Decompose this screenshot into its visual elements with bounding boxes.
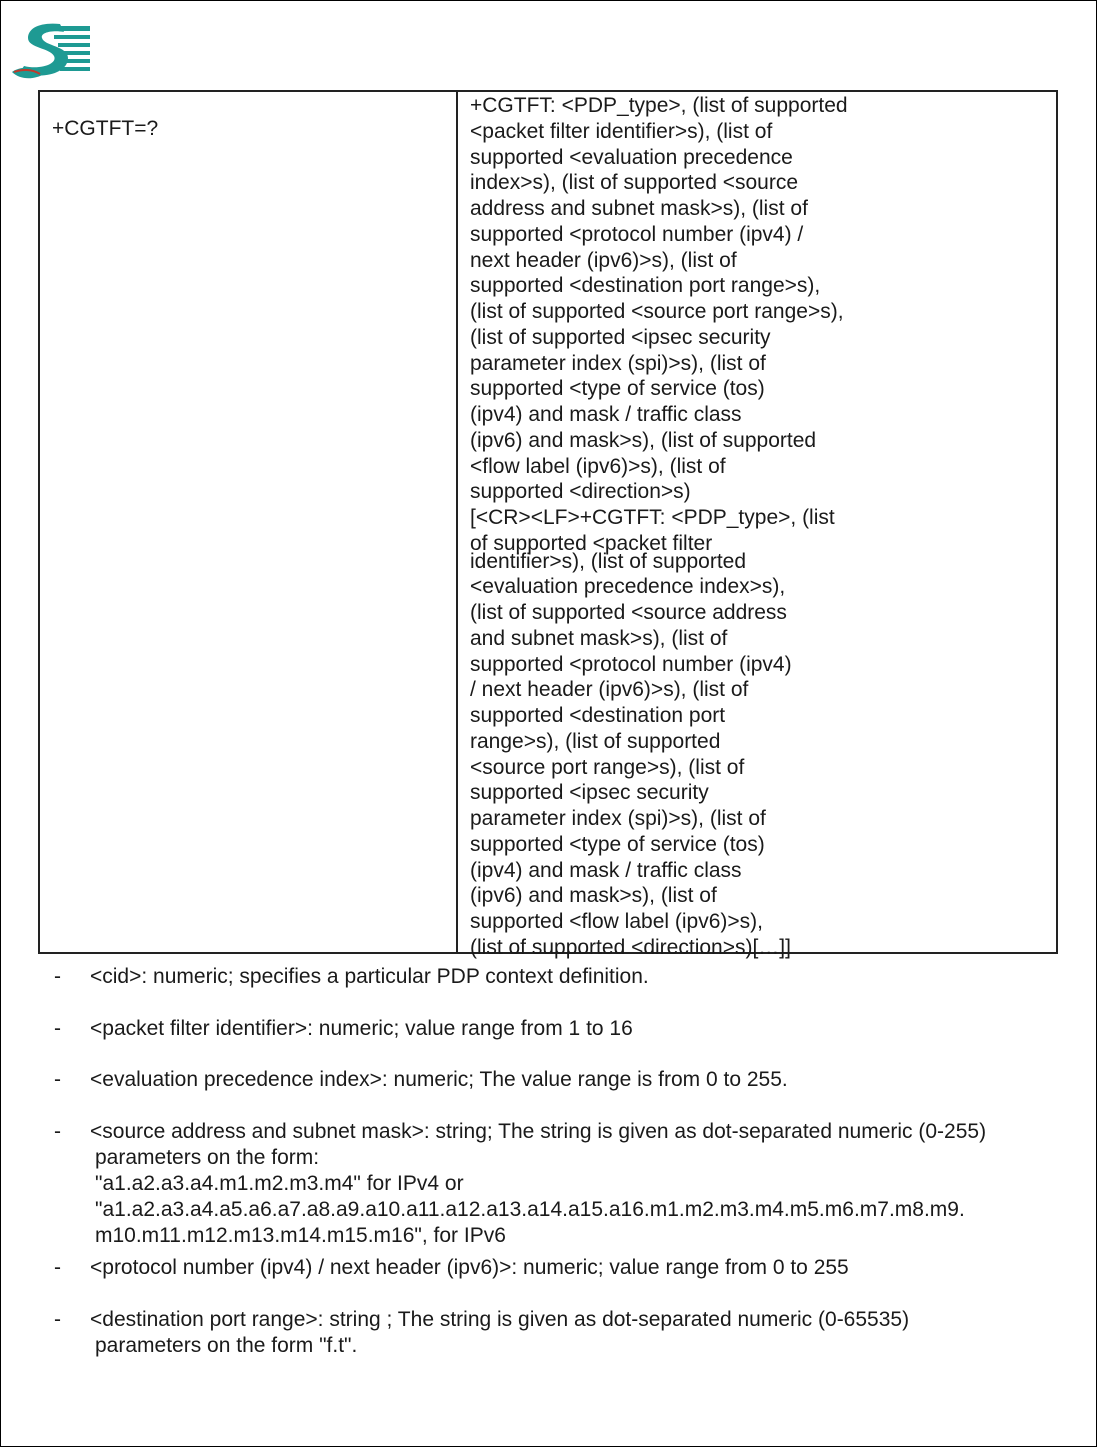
response-line: supported <destination port range>s), [470, 274, 821, 298]
parameter-description: <destination port range>: string ; The string is given as dot-separated numeric (0-65535) [90, 1308, 910, 1331]
bullet-dash: - [54, 1308, 61, 1331]
response-line: parameter index (spi)>s), (list of [470, 807, 766, 830]
parameter-detail-line: "a1.a2.a3.a4.m1.m2.m3.m4" for IPv4 or [95, 1172, 464, 1195]
response-line: <flow label (ipv6)>s), (list of [470, 454, 726, 478]
response-line: <packet filter identifier>s), (list of [470, 119, 773, 143]
parameter-detail [95, 1145, 965, 1249]
response-line: range>s), (list of supported [470, 729, 721, 753]
bullet-dash: - [54, 1256, 61, 1279]
response-line: (list of supported <source port range>s), [470, 300, 844, 323]
response-line: supported <evaluation precedence [470, 145, 793, 169]
parameter-description: <packet filter identifier>: numeric; value range from 1 to 16 [90, 1017, 633, 1040]
response-line: supported <protocol number (ipv4) [470, 652, 792, 676]
bullet-dash: - [54, 1068, 61, 1091]
response-line: identifier>s), (list of supported [470, 549, 747, 573]
response-line: (list of supported <ipsec security [470, 325, 771, 349]
parameter-detail-line: m10.m11.m12.m13.m14.m15.m16", for IPv6 [95, 1224, 506, 1247]
command-table [38, 90, 1058, 959]
response-line: supported <protocol number (ipv4) / [470, 222, 804, 246]
parameter-detail [95, 1333, 357, 1359]
response-line: index>s), (list of supported <source [470, 171, 799, 195]
bullet-dash: - [54, 965, 61, 988]
response-line: supported <type of service (tos) [470, 377, 765, 401]
response-line: supported <flow label (ipv6)>s), [470, 910, 763, 933]
response-line: / next header (ipv6)>s), (list of [470, 678, 749, 702]
company-logo [10, 20, 94, 82]
response-line: (list of supported <direction>s)[…]] [470, 935, 791, 959]
response-line: supported <destination port [470, 704, 726, 727]
response-line: supported <direction>s) [470, 480, 691, 504]
response-line: (ipv4) and mask / traffic class [470, 403, 742, 426]
response-line: parameter index (spi)>s), (list of [470, 351, 766, 375]
response-line: +CGTFT: <PDP_type>, (list of supported [470, 94, 848, 117]
parameter-description: <protocol number (ipv4) / next header (ipv6)>: numeric; value range from 0 to 255 [90, 1256, 849, 1279]
response-line: [<CR><LF>+CGTFT: <PDP_type>, (list [470, 506, 835, 529]
response-line: and subnet mask>s), (list of [470, 626, 728, 650]
bullet-dash: - [54, 1017, 61, 1040]
response-cell [470, 93, 890, 961]
response-line: <evaluation precedence index>s), [470, 575, 786, 599]
response-line: <source port range>s), (list of [470, 755, 745, 779]
response-line: (list of supported <source address [470, 601, 787, 624]
bullet-dash: - [54, 1120, 61, 1143]
parameter-description: <source address and subnet mask>: string; The string is given as dot-separated numeric (0-255) [90, 1120, 987, 1143]
response-line: (ipv6) and mask>s), (list of supported [470, 428, 817, 452]
response-line: (ipv4) and mask / traffic class [470, 858, 742, 882]
parameter-detail-line: parameters on the form: [95, 1146, 320, 1169]
parameter-description: <cid>: numeric; specifies a particular PDP context definition. [90, 965, 649, 988]
command-cell: +CGTFT=? [52, 117, 159, 140]
column-divider [456, 92, 458, 952]
response-line: next header (ipv6)>s), (list of [470, 248, 737, 272]
parameter-detail-line: "a1.a2.a3.a4.a5.a6.a7.a8.a9.a10.a11.a12.a13.a14.a15.a16.m1.m2.m3.m4.m5.m6.m7.m8.m9. [95, 1198, 965, 1221]
response-line: (ipv6) and mask>s), (list of [470, 884, 717, 908]
response-line: supported <type of service (tos) [470, 832, 765, 856]
parameter-description: <evaluation precedence index>: numeric; The value range is from 0 to 255. [90, 1068, 788, 1091]
response-line: of supported <packet filter [470, 531, 713, 555]
parameter-detail-line: parameters on the form "f.t". [95, 1334, 358, 1357]
response-line: address and subnet mask>s), (list of [470, 197, 808, 220]
response-line: supported <ipsec security [470, 781, 709, 805]
